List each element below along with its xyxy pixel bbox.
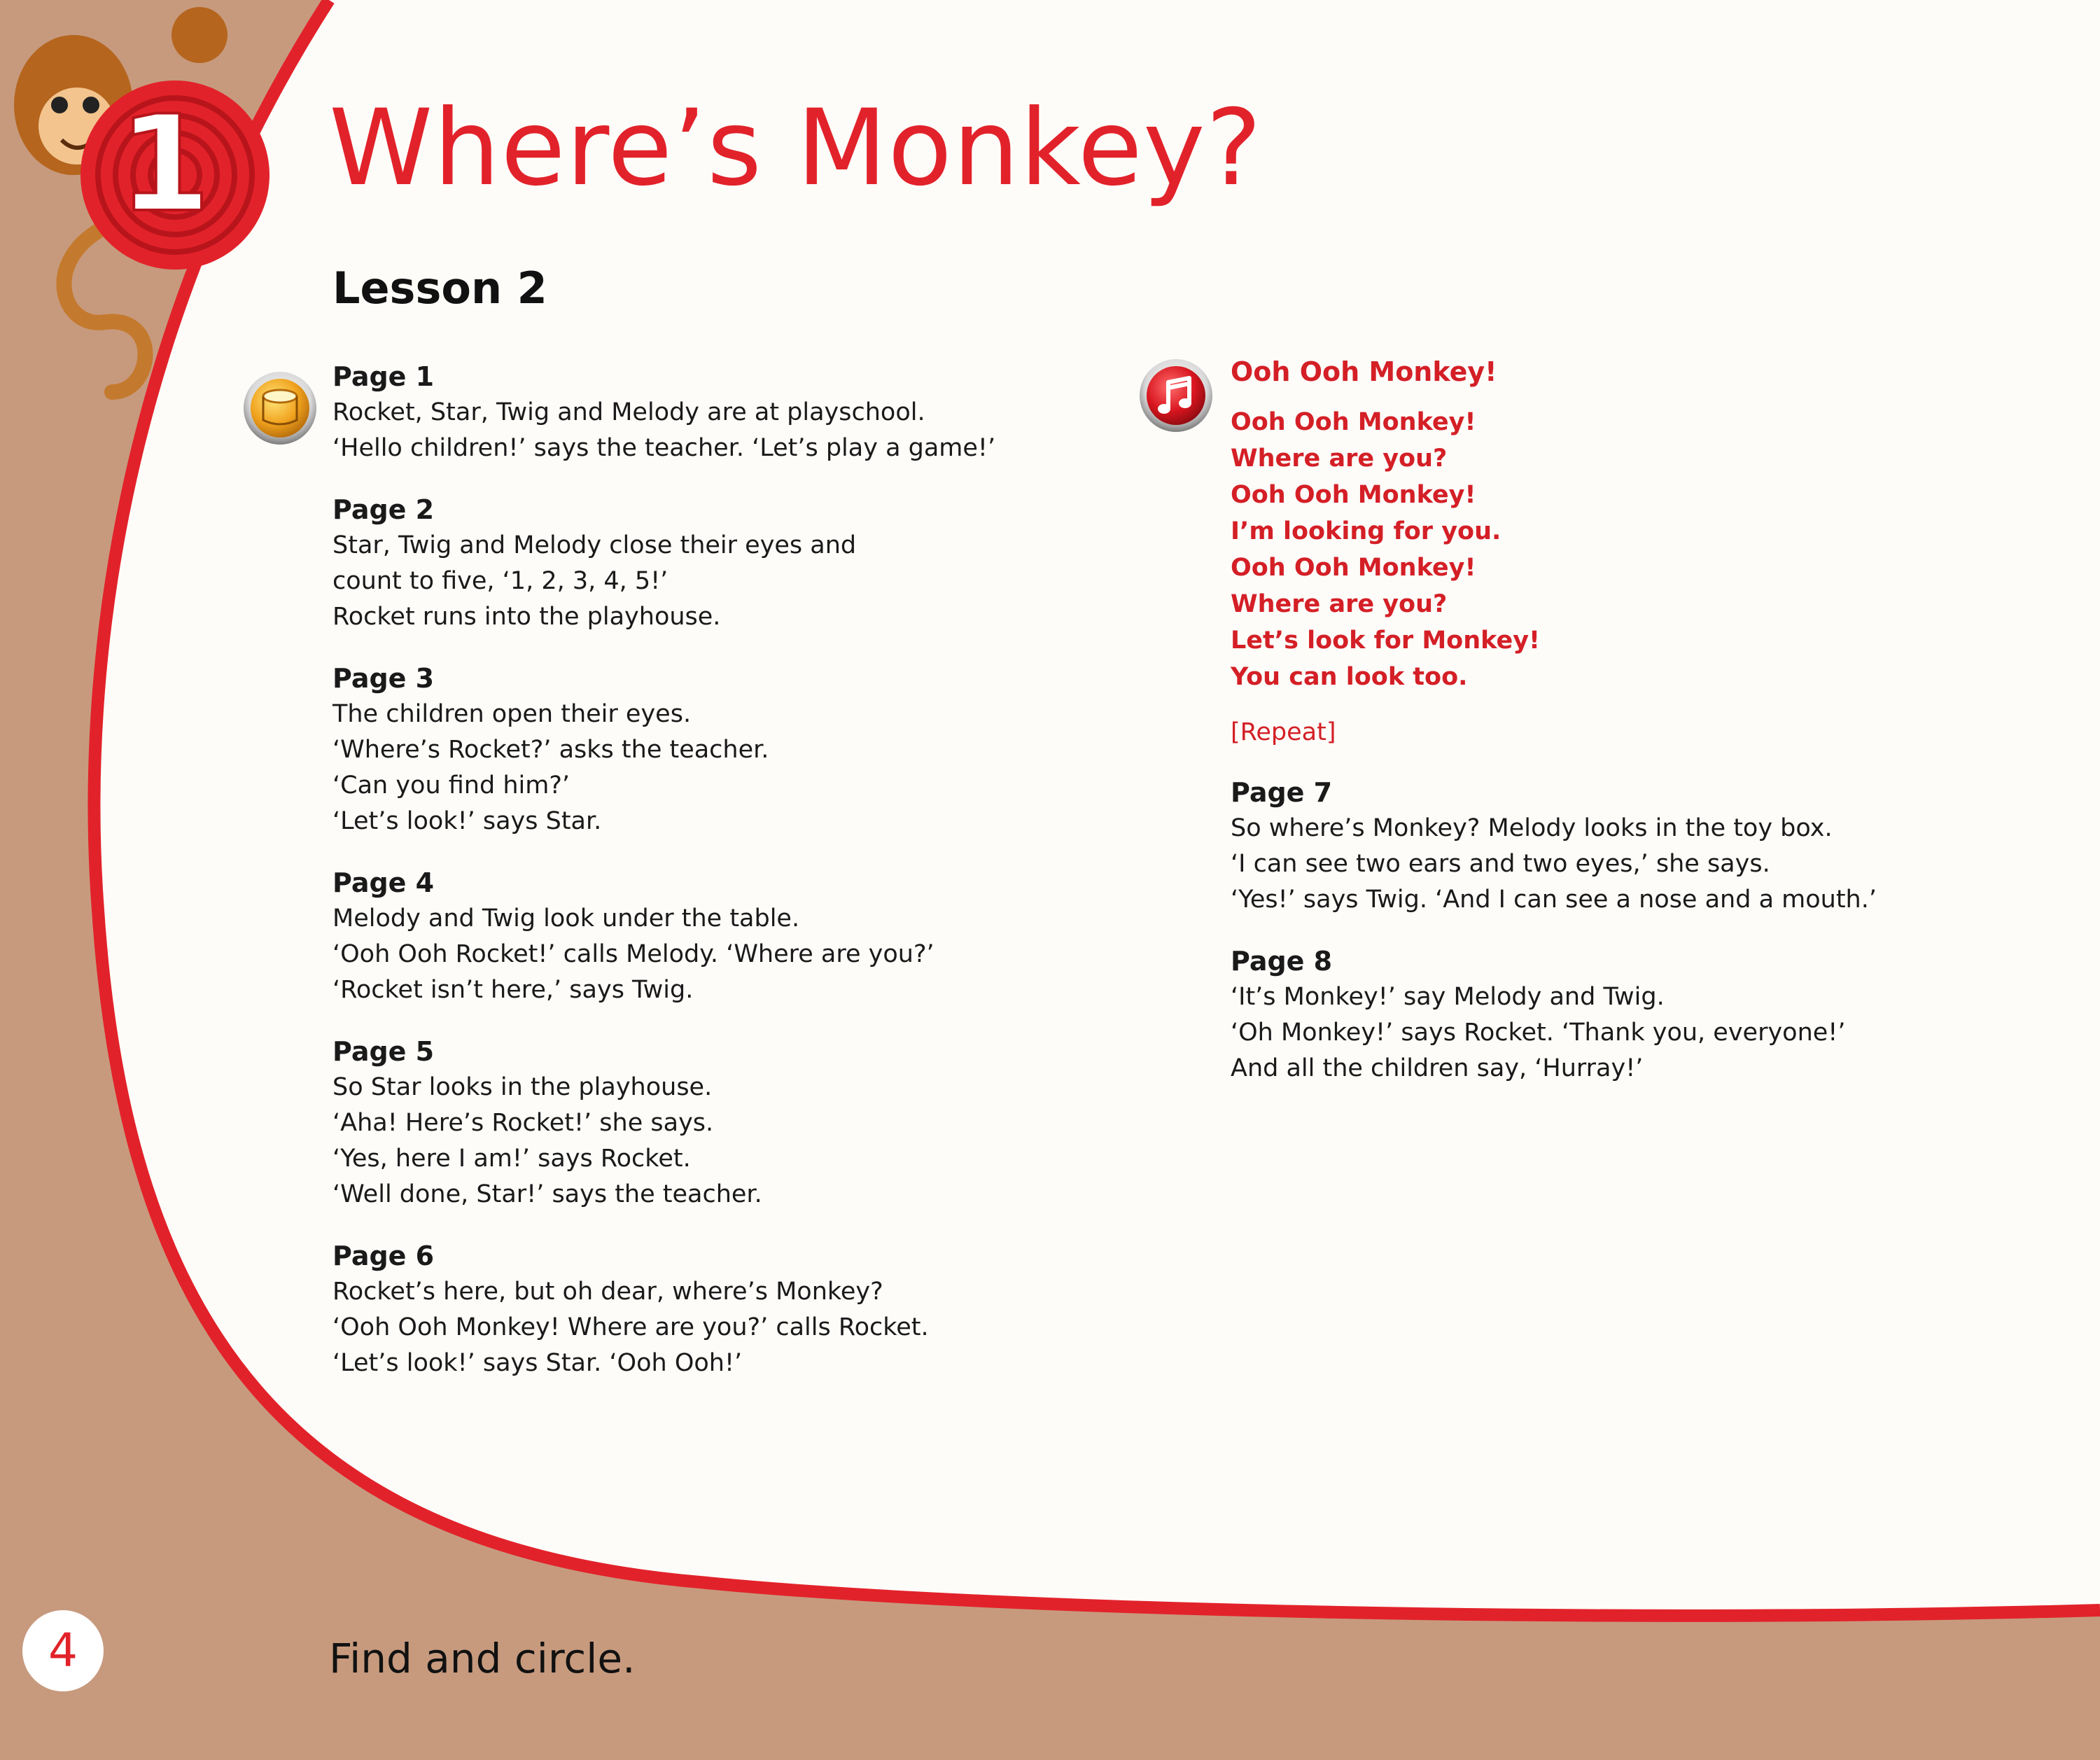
lesson-title: Lesson 2 <box>332 263 547 314</box>
story-line: Melody and Twig look under the table. <box>332 905 800 933</box>
story-line: Rocket runs into the playhouse. <box>332 603 721 631</box>
story-line: ‘Let’s look!’ says Star. <box>332 807 602 835</box>
story-page-1 <box>332 358 1138 466</box>
story-line: ‘Aha! Here’s Rocket!’ she says. <box>332 1109 714 1137</box>
song-title: Ooh Ooh Monkey! <box>1231 356 1497 387</box>
story-line: ‘Well done, Star!’ says the teacher. <box>332 1180 762 1208</box>
page-heading: Page 5 <box>332 1036 435 1067</box>
story-page-8 <box>1231 943 2071 1087</box>
story-line: ‘It’s Monkey!’ say Melody and Twig. <box>1231 983 1665 1011</box>
story-line: So Star looks in the playhouse. <box>332 1073 713 1101</box>
story-line: ‘Rocket isn’t here,’ says Twig. <box>332 976 694 1004</box>
story-line: So where’s Monkey? Melody looks in the toy box. <box>1231 814 1833 842</box>
page-heading: Page 3 <box>332 663 435 694</box>
song-line: Where are you? <box>1231 590 1448 618</box>
page-heading: Page 7 <box>1231 777 1333 808</box>
story-line: Rocket, Star, Twig and Melody are at playschool. <box>332 398 925 426</box>
story-line: And all the children say, ‘Hurray!’ <box>1231 1054 1644 1082</box>
story-column-left <box>332 358 1138 1406</box>
unit-number: 1 <box>118 87 211 242</box>
story-line: ‘Ooh Ooh Rocket!’ calls Melody. ‘Where are you?’ <box>332 940 934 968</box>
song-repeat: [Repeat] <box>1231 718 1336 746</box>
story-page-6 <box>332 1238 1138 1381</box>
activity-instruction: Find and circle. <box>329 1635 636 1682</box>
story-line: ‘Where’s Rocket?’ asks the teacher. <box>332 736 769 764</box>
story-line: count to five, ‘1, 2, 3, 4, 5!’ <box>332 567 668 595</box>
music-note-icon[interactable] <box>1138 357 1214 434</box>
story-line: ‘I can see two ears and two eyes,’ she says. <box>1231 850 1770 878</box>
page-heading: Page 6 <box>332 1241 435 1271</box>
page-number: 4 <box>22 1610 104 1691</box>
story-page-7 <box>1231 774 2071 918</box>
story-line: ‘Hello children!’ says the teacher. ‘Let’s play a game!’ <box>332 434 996 462</box>
story-line: ‘Oh Monkey!’ says Rocket. ‘Thank you, everyone!’ <box>1231 1019 1846 1047</box>
story-line: ‘Yes, here I am!’ says Rocket. <box>332 1145 691 1173</box>
story-line: ‘Yes!’ says Twig. ‘And I can see a nose and a mouth.’ <box>1231 886 1877 914</box>
song-block <box>1231 354 2071 750</box>
story-page-2 <box>332 491 1138 635</box>
page-heading: Page 1 <box>332 361 435 392</box>
drum-icon[interactable] <box>241 370 318 447</box>
song-line: Ooh Ooh Monkey! <box>1231 408 1476 436</box>
story-page-3 <box>332 660 1138 839</box>
story-line: ‘Ooh Ooh Monkey! Where are you?’ calls Rocket. <box>332 1313 929 1341</box>
song-line: Let’s look for Monkey! <box>1231 627 1540 655</box>
story-column-right <box>1231 354 2071 1112</box>
story-line: ‘Can you find him?’ <box>332 771 570 799</box>
story-line: Star, Twig and Melody close their eyes and <box>332 531 857 559</box>
story-page-4 <box>332 865 1138 1008</box>
page-heading: Page 2 <box>332 494 435 525</box>
unit-title: Where’s Monkey? <box>329 88 1263 209</box>
song-line: Ooh Ooh Monkey! <box>1231 554 1476 582</box>
song-line: Ooh Ooh Monkey! <box>1231 481 1476 509</box>
story-line: Rocket’s here, but oh dear, where’s Monkey? <box>332 1278 883 1306</box>
story-page-5 <box>332 1033 1138 1213</box>
page-heading: Page 8 <box>1231 946 1333 977</box>
song-line: You can look too. <box>1231 663 1468 691</box>
song-line: Where are you? <box>1231 445 1448 473</box>
story-line: ‘Let’s look!’ says Star. ‘Ooh Ooh!’ <box>332 1349 743 1377</box>
story-line: The children open their eyes. <box>332 700 692 728</box>
page-heading: Page 4 <box>332 867 435 898</box>
song-line: I’m looking for you. <box>1231 517 1502 545</box>
